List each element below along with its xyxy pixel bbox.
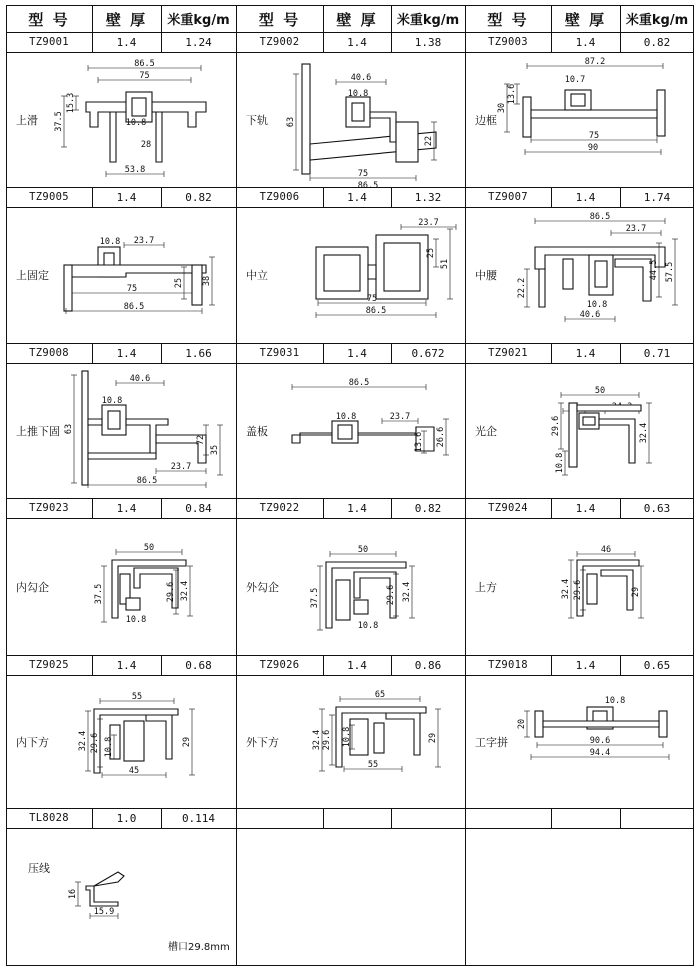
dimension-label: 86.5 [134, 59, 155, 69]
profile-section [352, 103, 364, 121]
dimension-label: 86.5 [123, 302, 145, 312]
wall-thickness: 1.4 [116, 502, 137, 515]
dimension-label: 51 [440, 258, 450, 270]
dimension-label: 29.6 [166, 581, 176, 603]
profile-name: 压线 [28, 862, 50, 875]
profile-name: 上滑 [16, 113, 38, 127]
header-weight: 米重kg/m [167, 13, 230, 28]
dimension-label: 32.4 [402, 581, 412, 603]
dimension-label: 50 [143, 543, 155, 553]
grid-line [323, 808, 324, 828]
wall-thickness: 1.4 [347, 502, 367, 515]
profile-section [523, 97, 531, 137]
dimension-label: 25 [426, 247, 436, 259]
dimension-label: 63 [64, 423, 74, 435]
dimension-label: 65 [374, 690, 386, 700]
profile-section [350, 719, 368, 755]
dimension-label: 15.9 [93, 907, 115, 917]
dimension-label: 29 [631, 586, 641, 598]
grid-line [6, 655, 694, 656]
profile-section [110, 112, 116, 162]
profile-section [563, 259, 573, 289]
dimension-label: 46 [600, 545, 612, 555]
profile-name: 盖板 [246, 424, 268, 438]
header-model: 型 号 [28, 11, 70, 29]
dimension-label: 86.5 [136, 476, 158, 486]
profile-section [336, 580, 350, 620]
profile-section [108, 411, 120, 429]
dimension-label: 28 [140, 140, 152, 150]
dimension-label: 32.4 [561, 578, 571, 600]
dimension-label: 87.2 [584, 57, 606, 67]
wall-thickness: 1.0 [116, 812, 137, 825]
dimension-label: 32.4 [639, 422, 649, 444]
profile-name: 上固定 [16, 269, 49, 282]
profile-name: 外勾企 [246, 580, 279, 594]
dimension-label: 23.7 [625, 224, 647, 234]
model-code: TZ9021 [488, 347, 528, 359]
weight-per-meter: 0.82 [643, 36, 671, 49]
dimension-label: 22.2 [517, 277, 527, 299]
weight-per-meter: 0.84 [185, 502, 212, 515]
dimension-label: 22 [424, 135, 434, 147]
grid-line [6, 187, 694, 188]
dimension-label: 86.5 [589, 212, 611, 222]
wall-thickness: 1.4 [575, 659, 596, 672]
grid-line [551, 808, 552, 828]
weight-per-meter: 0.114 [181, 812, 216, 825]
profile-section [386, 713, 420, 755]
profile-drawing [236, 207, 465, 343]
dimension-label: 86.5 [365, 306, 387, 316]
dimension-label: 10.8 [104, 736, 114, 758]
header-model: 型 号 [487, 11, 529, 29]
profile-section [86, 886, 118, 906]
weight-per-meter: 1.32 [414, 191, 442, 204]
dimension-label: 72 [196, 434, 206, 446]
profile-name: 上方 [475, 580, 497, 594]
wall-thickness: 1.4 [347, 191, 367, 204]
profile-section [531, 110, 657, 118]
profile-section [595, 261, 607, 287]
wall-thickness: 1.4 [347, 36, 367, 49]
profile-section [64, 265, 72, 311]
header-weight: 米重kg/m [396, 13, 460, 28]
profile-section [599, 419, 635, 463]
grid-line [620, 808, 621, 828]
grid-line [391, 808, 392, 828]
wall-thickness: 1.4 [575, 191, 596, 204]
dimension-label: 10.8 [555, 452, 565, 474]
profile-section [583, 417, 595, 425]
dimension-label: 75 [357, 169, 369, 179]
dimension-label: 32.4 [180, 580, 190, 602]
dimension-label: 10.8 [342, 726, 352, 748]
slot-note: 槽口29.8mm [168, 942, 230, 953]
model-code: TZ9023 [29, 502, 69, 514]
dimension-label: 13.6 [414, 431, 424, 453]
profile-section [192, 265, 202, 305]
dimension-label: 75 [126, 284, 138, 294]
dimension-label: 37.5 [310, 587, 320, 609]
wall-thickness: 1.4 [347, 659, 367, 672]
model-code: TZ9025 [29, 659, 69, 671]
dimension-label: 90 [587, 143, 599, 153]
dimension-label: 29.6 [386, 584, 396, 606]
profile-section [569, 403, 577, 467]
profile-section [659, 711, 667, 737]
profile-drawing [6, 207, 236, 343]
dimension-label: 10.8 [99, 237, 121, 247]
profile-drawing [236, 52, 465, 187]
dimension-label: 57.5 [665, 261, 675, 283]
dimension-label: 16 [68, 888, 78, 900]
grid-line [6, 32, 694, 33]
grid-line [6, 498, 694, 499]
profile-drawing [236, 675, 465, 808]
header-thickness: 壁 厚 [564, 11, 607, 29]
dimension-label: 29 [182, 736, 192, 748]
dimension-label: 30 [497, 102, 507, 114]
dimension-label: 29 [428, 732, 438, 744]
dimension-label: 23.7 [418, 218, 439, 228]
model-code: TL8028 [29, 812, 69, 824]
profile-section [324, 255, 360, 291]
profile-drawing [465, 207, 694, 343]
weight-per-meter: 0.65 [643, 659, 671, 672]
wall-thickness: 1.4 [116, 191, 137, 204]
profile-name: 光企 [475, 424, 497, 438]
wall-thickness: 1.4 [575, 502, 596, 515]
dimension-label: 10.8 [586, 300, 608, 310]
weight-per-meter: 0.82 [185, 191, 212, 204]
dimension-label: 10.8 [125, 118, 147, 128]
profile-section [94, 872, 124, 886]
dimension-label: 23.7 [389, 412, 411, 422]
profile-drawing [465, 363, 694, 498]
dimension-label: 40.6 [579, 310, 601, 320]
wall-thickness: 1.4 [347, 347, 367, 360]
profile-name: 中腰 [475, 269, 497, 282]
dimension-label: 90.6 [589, 736, 611, 746]
model-code: TZ9031 [259, 347, 300, 359]
profile-section [396, 122, 418, 162]
profile-section [156, 112, 162, 162]
weight-per-meter: 1.38 [414, 36, 442, 49]
dimension-label: 23.7 [133, 236, 155, 246]
dimension-label: 10.8 [335, 412, 357, 422]
profile-name: 上推下固 [16, 424, 60, 438]
profile-section [571, 94, 585, 106]
dimension-label: 38 [202, 275, 212, 287]
profile-section [577, 405, 641, 411]
weight-per-meter: 0.86 [414, 659, 442, 672]
profile-section [82, 371, 88, 485]
profile-section [539, 269, 545, 307]
model-code: TZ9001 [29, 36, 69, 48]
profile-section [601, 570, 633, 610]
dimension-label: 86.5 [357, 181, 379, 187]
profile-name: 工字拼 [475, 735, 508, 749]
dimension-label: 10.8 [347, 89, 369, 99]
profile-drawing [465, 52, 694, 187]
profile-name: 中立 [246, 269, 268, 282]
dimension-label: 50 [594, 386, 606, 396]
header-thickness: 壁 厚 [336, 11, 378, 29]
dimension-label: 25 [174, 277, 184, 289]
profile-drawing [236, 518, 465, 655]
wall-thickness: 1.4 [575, 36, 596, 49]
model-code: TZ9022 [259, 502, 300, 514]
dimension-label: 29.6 [551, 415, 561, 437]
profile-section [302, 64, 310, 174]
wall-thickness: 1.4 [116, 347, 137, 360]
model-code: TZ9003 [488, 36, 528, 48]
dimension-label: 94.4 [589, 748, 611, 758]
profile-section [132, 98, 146, 116]
weight-per-meter: 0.71 [643, 347, 671, 360]
profile-section [354, 600, 368, 614]
grid-line [6, 343, 694, 344]
profile-drawing [6, 675, 236, 808]
dimension-label: 10.7 [564, 75, 586, 85]
profile-name: 外下方 [246, 735, 279, 749]
wall-thickness: 1.4 [116, 659, 137, 672]
profile-section [543, 721, 659, 727]
profile-section [368, 265, 376, 279]
profile-drawing [6, 363, 236, 498]
weight-per-meter: 0.672 [411, 347, 445, 360]
dimension-label: 55 [367, 760, 379, 770]
dimension-label: 37.5 [54, 111, 64, 132]
dimension-label: 15.3 [66, 92, 76, 114]
model-code: TZ9005 [29, 191, 69, 203]
profile-section [657, 90, 665, 136]
dimension-label: 55 [131, 692, 143, 702]
profile-section [374, 723, 384, 753]
dimension-label: 13.6 [507, 83, 517, 105]
wall-thickness: 1.4 [116, 36, 137, 49]
dimension-label: 75 [366, 294, 378, 304]
dimension-label: 63 [286, 116, 296, 128]
profile-name: 内下方 [16, 735, 49, 749]
dimension-label: 32.4 [312, 729, 322, 751]
profile-name: 边框 [475, 113, 497, 127]
profile-section [88, 453, 156, 459]
profile-drawing [465, 518, 694, 655]
weight-per-meter: 1.24 [185, 36, 212, 49]
profile-section [124, 721, 144, 761]
dimension-label: 75 [588, 131, 600, 141]
dimension-label: 44.5 [649, 259, 659, 281]
dimension-label: 50 [357, 545, 369, 555]
grid-line [6, 808, 694, 809]
header-model: 型 号 [258, 11, 301, 29]
model-code: TZ9026 [259, 659, 300, 671]
profile-drawing [6, 828, 236, 966]
weight-per-meter: 0.68 [185, 659, 212, 672]
model-code: TZ9002 [259, 36, 300, 48]
header-thickness: 壁 厚 [105, 11, 148, 29]
dimension-label: 29.6 [322, 729, 332, 751]
profile-drawing [465, 675, 694, 808]
profile-name: 下轨 [246, 113, 268, 127]
model-code: TZ9018 [488, 659, 528, 671]
model-code: TZ9024 [488, 502, 528, 514]
weight-per-meter: 1.66 [185, 347, 212, 360]
dimension-label: 10.8 [357, 621, 379, 631]
profile-section [146, 715, 172, 759]
dimension-label: 10.8 [604, 696, 626, 706]
dimension-label: 45 [128, 766, 140, 776]
profile-section [88, 419, 102, 425]
dimension-label: 29.6 [90, 732, 100, 754]
dimension-label: 10.8 [125, 615, 147, 625]
dimension-label: 26.6 [436, 426, 446, 448]
profile-section [126, 598, 140, 610]
model-code: TZ9007 [488, 191, 528, 203]
dimension-label: 75 [139, 71, 150, 81]
dimension-label: 40.6 [129, 374, 151, 384]
dimension-label: 29.6 [573, 579, 583, 601]
weight-per-meter: 0.63 [643, 502, 671, 515]
header-weight: 米重kg/m [625, 13, 689, 28]
profile-section [384, 243, 420, 291]
profile-section [615, 259, 651, 301]
weight-per-meter: 1.74 [643, 191, 671, 204]
profile-section [535, 711, 543, 737]
model-code: TZ9008 [29, 347, 69, 359]
profile-section [587, 574, 597, 604]
dimension-label: 10.8 [101, 396, 123, 406]
profile-name: 内勾企 [16, 580, 49, 594]
dimension-label: 37.5 [94, 583, 104, 605]
profile-drawing [6, 52, 236, 187]
dimension-label: 86.5 [348, 378, 370, 388]
profile-drawing [6, 518, 236, 655]
model-code: TZ9006 [259, 191, 300, 203]
dimension-label: 35 [210, 444, 220, 456]
profile-section [338, 425, 352, 439]
dimension-label: 32.4 [78, 730, 88, 752]
weight-per-meter: 0.82 [414, 502, 442, 515]
dimension-label: 53.8 [124, 165, 146, 175]
wall-thickness: 1.4 [575, 347, 596, 360]
dimension-label: 40.6 [350, 73, 372, 83]
dimension-label: 23.7 [170, 462, 192, 472]
dimension-label: 20 [517, 718, 527, 730]
profile-drawing [236, 363, 465, 498]
